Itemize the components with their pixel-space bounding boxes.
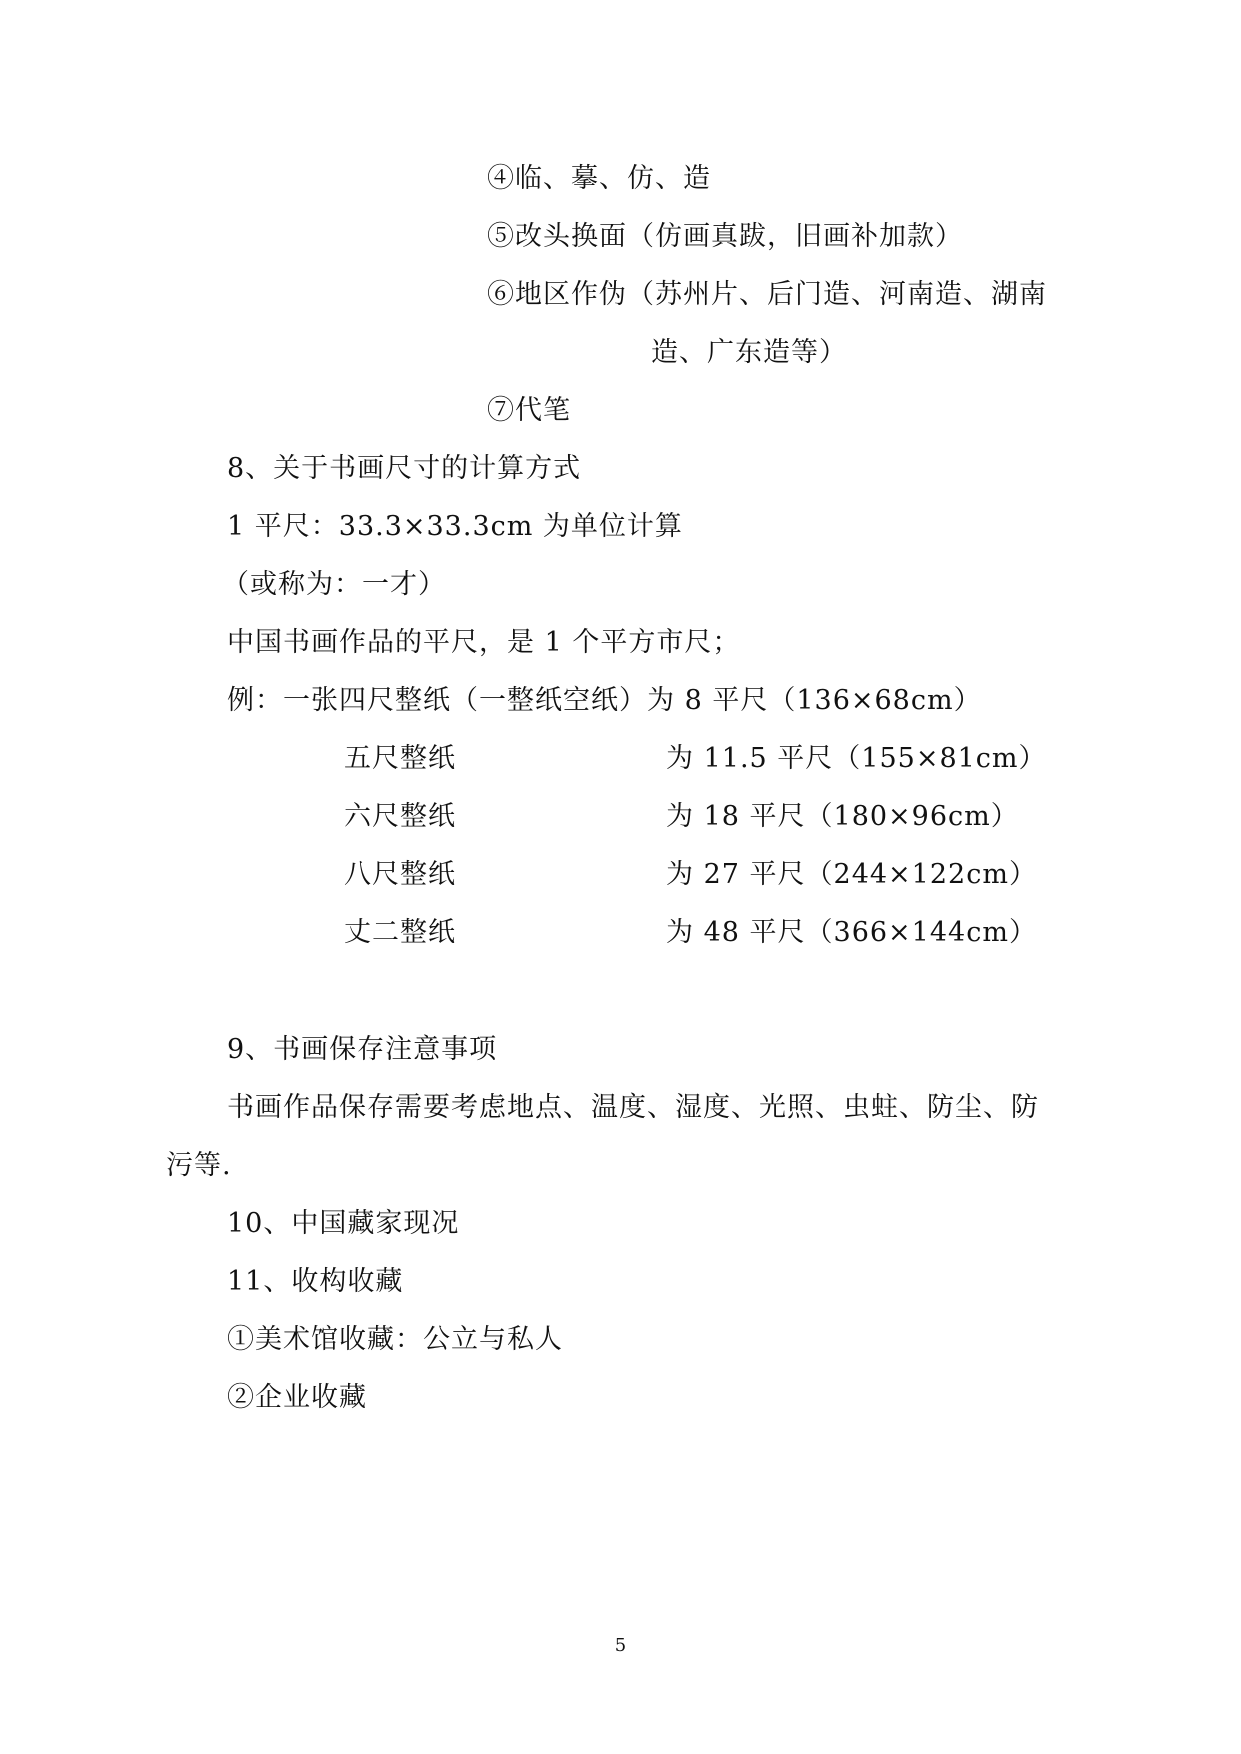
storage-paragraph-line-2: 污等. bbox=[166, 1150, 232, 1181]
list-item-6-continuation: 造、广东造等） bbox=[651, 337, 847, 368]
unit-definition: 1 平尺：33.3×33.3cm 为单位计算 bbox=[227, 511, 683, 542]
size-row-value: 为 48 平尺（366×144cm） bbox=[666, 917, 1037, 948]
size-row-name: 六尺整纸 bbox=[344, 801, 456, 832]
size-row-name: 八尺整纸 bbox=[344, 859, 456, 890]
collection-item-2: ②企业收藏 bbox=[227, 1382, 367, 1413]
storage-paragraph-line-1: 书画作品保存需要考虑地点、温度、湿度、光照、虫蛀、防尘、防 bbox=[227, 1092, 1039, 1123]
section-11-heading: 11、收构收藏 bbox=[227, 1266, 404, 1297]
size-example: 例：一张四尺整纸（一整纸空纸）为 8 平尺（136×68cm） bbox=[227, 685, 982, 716]
section-10-heading: 10、中国藏家现况 bbox=[227, 1208, 460, 1239]
size-row-value: 为 18 平尺（180×96cm） bbox=[666, 801, 1019, 832]
size-row-name: 丈二整纸 bbox=[344, 917, 456, 948]
list-item-4: ④临、摹、仿、造 bbox=[487, 163, 711, 194]
unit-explanation: 中国书画作品的平尺，是 1 个平方市尺； bbox=[227, 627, 741, 658]
page-number: 5 bbox=[614, 1635, 627, 1656]
section-8-heading: 8、关于书画尺寸的计算方式 bbox=[227, 453, 582, 484]
list-item-6: ⑥地区作伪（苏州片、后门造、河南造、湖南 bbox=[487, 279, 1047, 310]
unit-alias: （或称为：一才） bbox=[222, 569, 446, 600]
section-9-heading: 9、书画保存注意事项 bbox=[227, 1034, 498, 1065]
collection-item-1: ①美术馆收藏：公立与私人 bbox=[227, 1324, 563, 1355]
size-row-name: 五尺整纸 bbox=[344, 743, 456, 774]
size-row-value: 为 11.5 平尺（155×81cm） bbox=[666, 743, 1047, 774]
list-item-7: ⑦代笔 bbox=[487, 395, 571, 426]
list-item-5: ⑤改头换面（仿画真跋，旧画补加款） bbox=[487, 221, 963, 252]
size-row-value: 为 27 平尺（244×122cm） bbox=[666, 859, 1037, 890]
